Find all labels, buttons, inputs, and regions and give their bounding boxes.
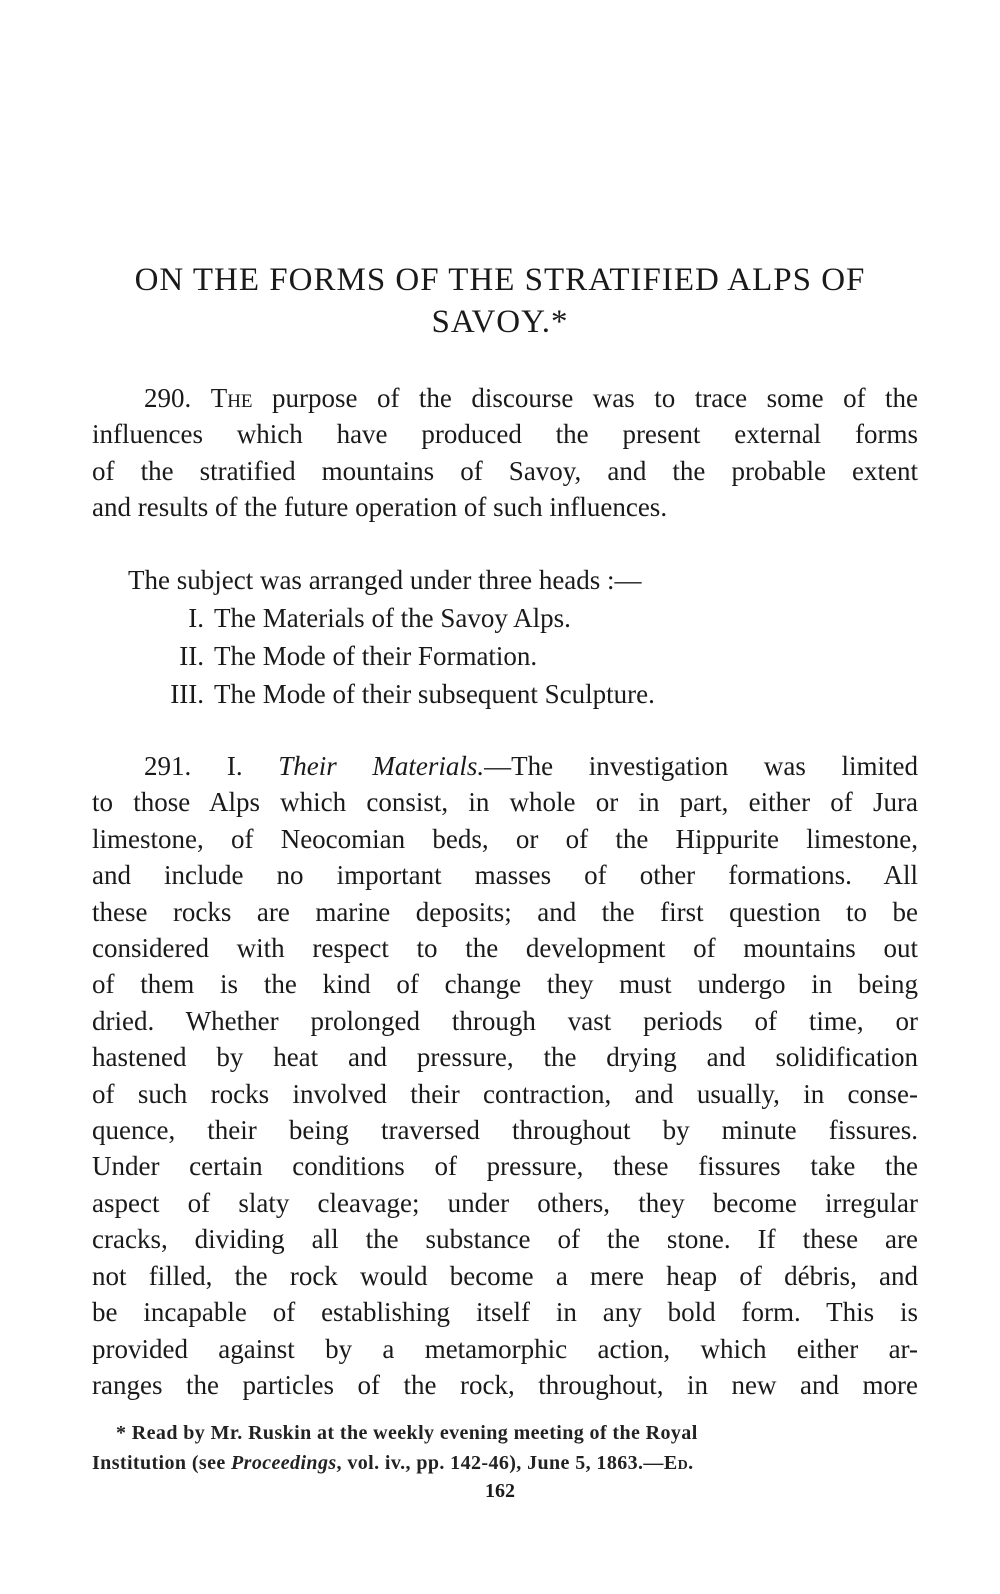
paragraph-number: 291. (144, 751, 192, 781)
page-number: 162 (485, 1480, 515, 1502)
paragraph-line (92, 748, 918, 784)
page-title-line-2: SAVOY.* (431, 304, 569, 340)
paragraph-line: dried. Whether prolonged through vast periods of time, or (92, 1005, 918, 1036)
proceedings-title: Proceedings (231, 1452, 337, 1474)
paragraph-line: quence, their being traversed throughout by minute fissures. (92, 1115, 918, 1146)
paragraph-line: not filled, the rock would become a mere heap of débris, and (92, 1260, 918, 1291)
paragraph-line (92, 380, 918, 416)
head-text: The Mode of their Formation. (214, 641, 538, 671)
head-item (148, 600, 571, 636)
footnote-text: Institution (see (92, 1452, 232, 1474)
paragraph-line: of such rocks involved their contraction, and usually, in conse- (92, 1078, 918, 1109)
paragraph-line: considered with respect to the development of mountains out (92, 933, 918, 964)
paragraph-line: ranges the particles of the rock, throughout, in new and more (92, 1369, 918, 1400)
paragraph-line: and results of the future operation of such influences. (92, 492, 668, 523)
paragraph-line: and include no important masses of other formations. All (92, 860, 918, 891)
head-number: I. (188, 603, 204, 633)
paragraph-line: to those Alps which consist, in whole or in part, either of Jura (92, 787, 918, 818)
paragraph-line: cracks, dividing all the substance of the stone. If these are (92, 1224, 918, 1255)
paragraph-line: these rocks are marine deposits; and the first question to be (92, 896, 918, 927)
head-number: III. (170, 679, 204, 709)
editor-mark: Ed. (663, 1452, 694, 1474)
head-text: The Materials of the Savoy Alps. (214, 603, 571, 633)
section-number: I. (226, 751, 243, 781)
paragraph-line: Under certain conditions of pressure, these fissures take the (92, 1151, 918, 1182)
footnote-line (92, 1448, 918, 1478)
paragraph-number: 290. (144, 383, 192, 413)
head-item (148, 638, 537, 674)
paragraph-line: limestone, of Neocomian beds, or of the Hippurite limestone, (92, 823, 918, 854)
lead-word: The (210, 383, 253, 413)
footnote (92, 1418, 918, 1478)
footnote-text: , vol. iv., pp. 142-46), June 5, 1863.— (336, 1452, 664, 1474)
paragraph-line: provided against by a metamorphic action, which either ar- (92, 1333, 918, 1364)
head-number: II. (179, 641, 204, 671)
head-text: The Mode of their subsequent Sculpture. (214, 679, 655, 709)
paragraph-line: aspect of slaty cleavage; under others, they become irregular (92, 1187, 918, 1218)
section-title: Their Materials. (278, 751, 485, 781)
footnote-line: * Read by Mr. Ruskin at the weekly evening meeting of the Royal (116, 1422, 698, 1444)
paragraph-line: influences which have produced the present external forms (92, 419, 918, 450)
paragraph-line: of the stratified mountains of Savoy, and the probable extent (92, 455, 918, 486)
line-text: purpose of the discourse was to trace some of the (252, 383, 919, 413)
line-text: —The investigation was limited (484, 751, 919, 781)
paragraph-291 (92, 748, 918, 1403)
paragraph-line: of them is the kind of change they must undergo in being (92, 969, 918, 1000)
head-item (148, 676, 655, 712)
heads-intro: The subject was arranged under three heads :— (128, 565, 642, 595)
paragraph-line: hastened by heat and pressure, the drying and solidification (92, 1042, 918, 1073)
paragraph-290 (92, 380, 918, 526)
page-title-line-1: ON THE FORMS OF THE STRATIFIED ALPS OF (134, 262, 866, 298)
paragraph-line: be incapable of establishing itself in any bold form. This is (92, 1297, 918, 1328)
